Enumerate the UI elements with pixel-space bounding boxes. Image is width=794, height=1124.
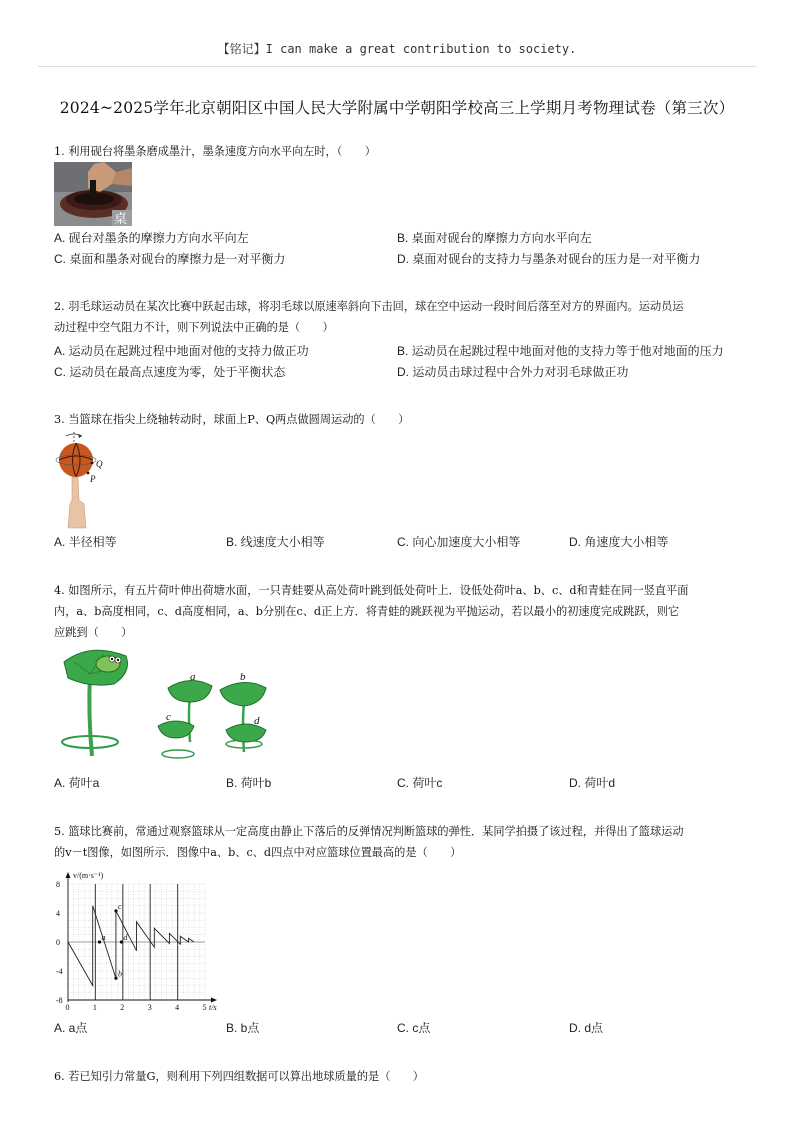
- vt-point-label-c: c: [117, 901, 122, 911]
- vt-x-tick-label: 1: [92, 1003, 97, 1012]
- vt-x-tick-label: 5: [202, 1003, 207, 1012]
- inkstone-photo: [54, 162, 132, 226]
- question-2-stem-line1: 2. 羽毛球运动员在某次比赛中跃起击球，将羽毛球以原速率斜向下击回，球在空中运动一段时间后落至对方的界面内。运动员运: [54, 300, 684, 313]
- q3-option-d[interactable]: D. 角速度大小相等: [569, 535, 669, 549]
- q2-option-c[interactable]: C. 运动员在最高点速度为零，处于平衡状态: [54, 365, 286, 379]
- q2-option-a[interactable]: A. 运动员在起跳过程中地面对他的支持力做正功: [54, 344, 309, 358]
- lotus-leaves-figure: [54, 644, 284, 764]
- vt-x-axis-label: t/s: [209, 1003, 217, 1012]
- vt-x-tick-label: 2: [120, 1003, 125, 1012]
- q5-option-a[interactable]: A. a点: [54, 1021, 88, 1035]
- q3-option-a[interactable]: A. 半径相等: [54, 535, 117, 549]
- vt-y-tick-label: 0: [56, 938, 60, 947]
- leaf-b-label: b: [240, 671, 246, 683]
- question-3-stem: 3. 当篮球在指尖上绕轴转动时，球面上P、Q两点做圆周运动的（ ）: [54, 413, 410, 426]
- q1-option-d[interactable]: D. 桌面对砚台的支持力与墨条对砚台的压力是一对平衡力: [397, 252, 701, 266]
- vt-series-line: [68, 906, 194, 986]
- question-4-stem-line2: 内，a、b高度相同，c、d高度相同，a、b分别在c、d正上方．将青蛙的跳跃视为平抛运动，若以最小的初速度完成跳跃，则它: [54, 605, 680, 618]
- q3-option-b[interactable]: B. 线速度大小相等: [226, 535, 325, 549]
- page-title: 2024~2025学年北京朝阳区中国人民大学附属中学朝阳学校高三上学期月考物理试卷（第三次）: [59, 99, 735, 117]
- vt-y-tick-label: 8: [56, 880, 60, 889]
- motto-header: 【铭记】I can make a great contribution to society.: [217, 42, 577, 56]
- q1-option-a[interactable]: A. 砚台对墨条的摩擦力方向水平向左: [54, 231, 249, 245]
- point-q-label: Q: [96, 459, 103, 469]
- question-2-stem-line2: 动过程中空气阻力不计，则下列说法中正确的是（ ）: [54, 321, 334, 334]
- q5-option-c[interactable]: C. c点: [397, 1021, 431, 1035]
- q2-option-b[interactable]: B. 运动员在起跳过程中地面对他的支持力等于他对地面的压力: [397, 344, 724, 358]
- vt-point-label-a: a: [101, 933, 106, 942]
- vt-y-axis-label: v/(m·s⁻¹): [73, 871, 104, 880]
- q3-option-c[interactable]: C. 向心加速度大小相等: [397, 535, 521, 549]
- vt-x-tick-label: 4: [175, 1003, 180, 1012]
- vt-y-tick-label: -4: [56, 967, 63, 976]
- vt-y-tick-label: -8: [56, 996, 63, 1005]
- leaf-d-label: d: [254, 715, 260, 727]
- q4-option-d[interactable]: D. 荷叶d: [569, 776, 616, 790]
- question-1-stem: 1. 利用砚台将墨条磨成墨汁，墨条速度方向水平向左时，（ ）: [54, 145, 376, 158]
- basketball-finger-figure: [54, 430, 114, 530]
- vt-graph-svg: [50, 864, 230, 1016]
- vt-points: [98, 902, 129, 980]
- vt-y-arrow: [66, 872, 71, 878]
- vt-x-arrow: [211, 998, 217, 1003]
- question-4-stem-line1: 4. 如图所示，有五片荷叶伸出荷塘水面，一只青蛙要从高处荷叶跳到低处荷叶上．设低处荷叶a、b、c、d和青蛙在同一竖直平面: [54, 584, 689, 597]
- vt-y-tick-label: 4: [56, 909, 60, 918]
- vt-x-tick-label: 0: [65, 1003, 70, 1012]
- vt-x-tick-label: 3: [147, 1003, 152, 1012]
- vt-point-label-b: b: [117, 969, 122, 979]
- header-divider: [38, 66, 756, 67]
- q4-option-a[interactable]: A. 荷叶a: [54, 776, 100, 790]
- inkstone-desk-label: 桌: [114, 211, 128, 226]
- leaf-c-label: c: [166, 711, 171, 723]
- question-5-stem-line2: 的v－t图像，如图所示．图像中a、b、c、d四点中对应篮球位置最高的是（ ）: [54, 846, 462, 859]
- q1-option-c[interactable]: C. 桌面和墨条对砚台的摩擦力是一对平衡力: [54, 252, 286, 266]
- vt-axes: [66, 872, 218, 1003]
- vt-graph: [50, 864, 230, 1016]
- question-5-stem-line1: 5. 篮球比赛前，常通过观察篮球从一定高度由静止下落后的反弹情况判断篮球的弹性．某同学拍摄了该过程，并得出了篮球运动: [54, 825, 684, 838]
- question-4-stem-line3: 应跳到（ ）: [54, 626, 133, 639]
- q4-option-b[interactable]: B. 荷叶b: [226, 776, 272, 790]
- leaf-a-label: a: [190, 671, 196, 683]
- q4-option-c[interactable]: C. 荷叶c: [397, 776, 443, 790]
- q1-option-b[interactable]: B. 桌面对砚台的摩擦力方向水平向左: [397, 231, 592, 245]
- point-p-label: P: [90, 474, 96, 484]
- vt-ticks: [56, 880, 207, 1012]
- question-6-stem: 6. 若已知引力常量G，则利用下列四组数据可以算出地球质量的是（ ）: [54, 1070, 424, 1083]
- vt-point-label-d: d: [123, 933, 128, 942]
- q2-option-d[interactable]: D. 运动员击球过程中合外力对羽毛球做正功: [397, 365, 629, 379]
- q5-option-b[interactable]: B. b点: [226, 1021, 260, 1035]
- q5-option-d[interactable]: D. d点: [569, 1021, 604, 1035]
